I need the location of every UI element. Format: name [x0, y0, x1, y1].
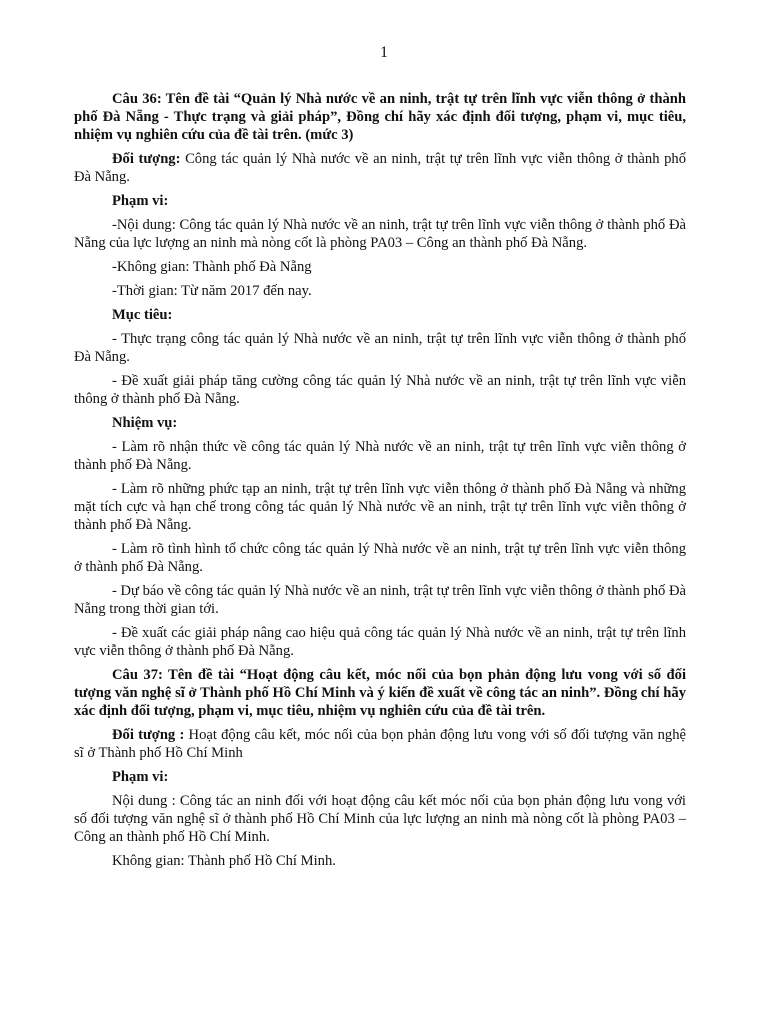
question-37-title: Câu 37: Tên đề tài “Hoạt động câu kết, móc nối của bọn phản động lưu vong với số đối tượng văn nghệ sĩ ở Thành phố Hồ Chí Minh và ý kiến đề xuất về công tác an ninh”. Đồng chí hãy xác định đối tượng, phạm vi, mục tiêu, nhiệm vụ nghiên cứu của đề tài trên. — [74, 667, 686, 719]
q36-nhiem-vu-item: - Làm rõ tình hình tổ chức công tác quản lý Nhà nước về an ninh, trật tự trên lĩnh vực viễn thông ở thành phố Đà Nẵng. — [74, 541, 686, 575]
q36-muc-tieu-item: - Đề xuất giải pháp tăng cường công tác quản lý Nhà nước về an ninh, trật tự trên lĩnh vực viễn thông ở thành phố Đà Nẵng. — [74, 373, 686, 407]
q36-pham-vi-label: Phạm vi: — [112, 193, 169, 209]
q36-doi-tuong-text: Công tác quản lý Nhà nước về an ninh, trật tự trên lĩnh vực viễn thông ở thành phố Đà Nẵng. — [74, 151, 686, 185]
q37-doi-tuong-label: Đối tượng : — [112, 727, 185, 743]
q37-doi-tuong — [74, 726, 686, 762]
q36-nhiem-vu-item: - Đề xuất các giải pháp nâng cao hiệu quả công tác quản lý Nhà nước về an ninh, trật tự trên lĩnh vực viễn thông ở thành phố Đà Nẵng. — [74, 625, 686, 659]
q37-doi-tuong-text: Hoạt động câu kết, móc nối của bọn phản động lưu vong với số đối tượng văn nghệ sĩ ở Thành phố Hồ Chí Minh — [74, 727, 686, 761]
question-36-title: Câu 36: Tên đề tài “Quản lý Nhà nước về an ninh, trật tự trên lĩnh vực viễn thông ở thành phố Đà Nẵng - Thực trạng và giải pháp”, Đồng chí hãy xác định đối tượng, phạm vi, mục tiêu, nhiệm vụ nghiên cứu của đề tài trên. (mức 3) — [74, 91, 686, 143]
q37-pham-vi-label: Phạm vi: — [112, 769, 169, 785]
page-number: 1 — [380, 44, 388, 61]
q36-pham-vi-item: -Thời gian: Từ năm 2017 đến nay. — [112, 283, 312, 299]
q36-nhiem-vu-item: - Làm rõ những phức tạp an ninh, trật tự trên lĩnh vực viễn thông ở thành phố Đà Nẵng và những mặt tích cực và hạn chế trong công tác quản lý Nhà nước về an ninh, trật tự trên lĩnh vực viễn thông ở thành phố Đà Nẵng. — [74, 481, 686, 533]
q37-pham-vi-item: Không gian: Thành phố Hồ Chí Minh. — [112, 853, 336, 869]
q36-doi-tuong — [74, 150, 686, 186]
q36-pham-vi-item: -Nội dung: Công tác quản lý Nhà nước về an ninh, trật tự trên lĩnh vực viễn thông ở thành phố Đà Nẵng của lực lượng an ninh mà nòng cốt là phòng PA03 – Công an thành phố Đà Nẵng. — [74, 217, 686, 251]
q36-muc-tieu-item: - Thực trạng công tác quản lý Nhà nước về an ninh, trật tự trên lĩnh vực viễn thông ở thành phố Đà Nẵng. — [74, 331, 686, 365]
q36-nhiem-vu-label: Nhiệm vụ: — [112, 415, 178, 431]
q36-nhiem-vu-item: - Làm rõ nhận thức về công tác quản lý Nhà nước về an ninh, trật tự trên lĩnh vực viễn thông ở thành phố Đà Nẵng. — [74, 439, 686, 473]
q36-pham-vi-item: -Không gian: Thành phố Đà Nẵng — [112, 259, 312, 275]
q36-muc-tieu-label: Mục tiêu: — [112, 307, 173, 323]
q36-doi-tuong-label: Đối tượng: — [112, 151, 181, 167]
q36-nhiem-vu-item: - Dự báo về công tác quản lý Nhà nước về an ninh, trật tự trên lĩnh vực viễn thông ở thành phố Đà Nẵng trong thời gian tới. — [74, 583, 686, 617]
q37-pham-vi-item: Nội dung : Công tác an ninh đối với hoạt động câu kết móc nối của bọn phản động lưu vong với số đối tượng văn nghệ sĩ ở thành phố Hồ Chí Minh của lực lượng an ninh mà nòng cốt là phòng PA03 – Công an thành phố Hồ Chí Minh. — [74, 793, 686, 845]
document-body — [74, 90, 686, 876]
